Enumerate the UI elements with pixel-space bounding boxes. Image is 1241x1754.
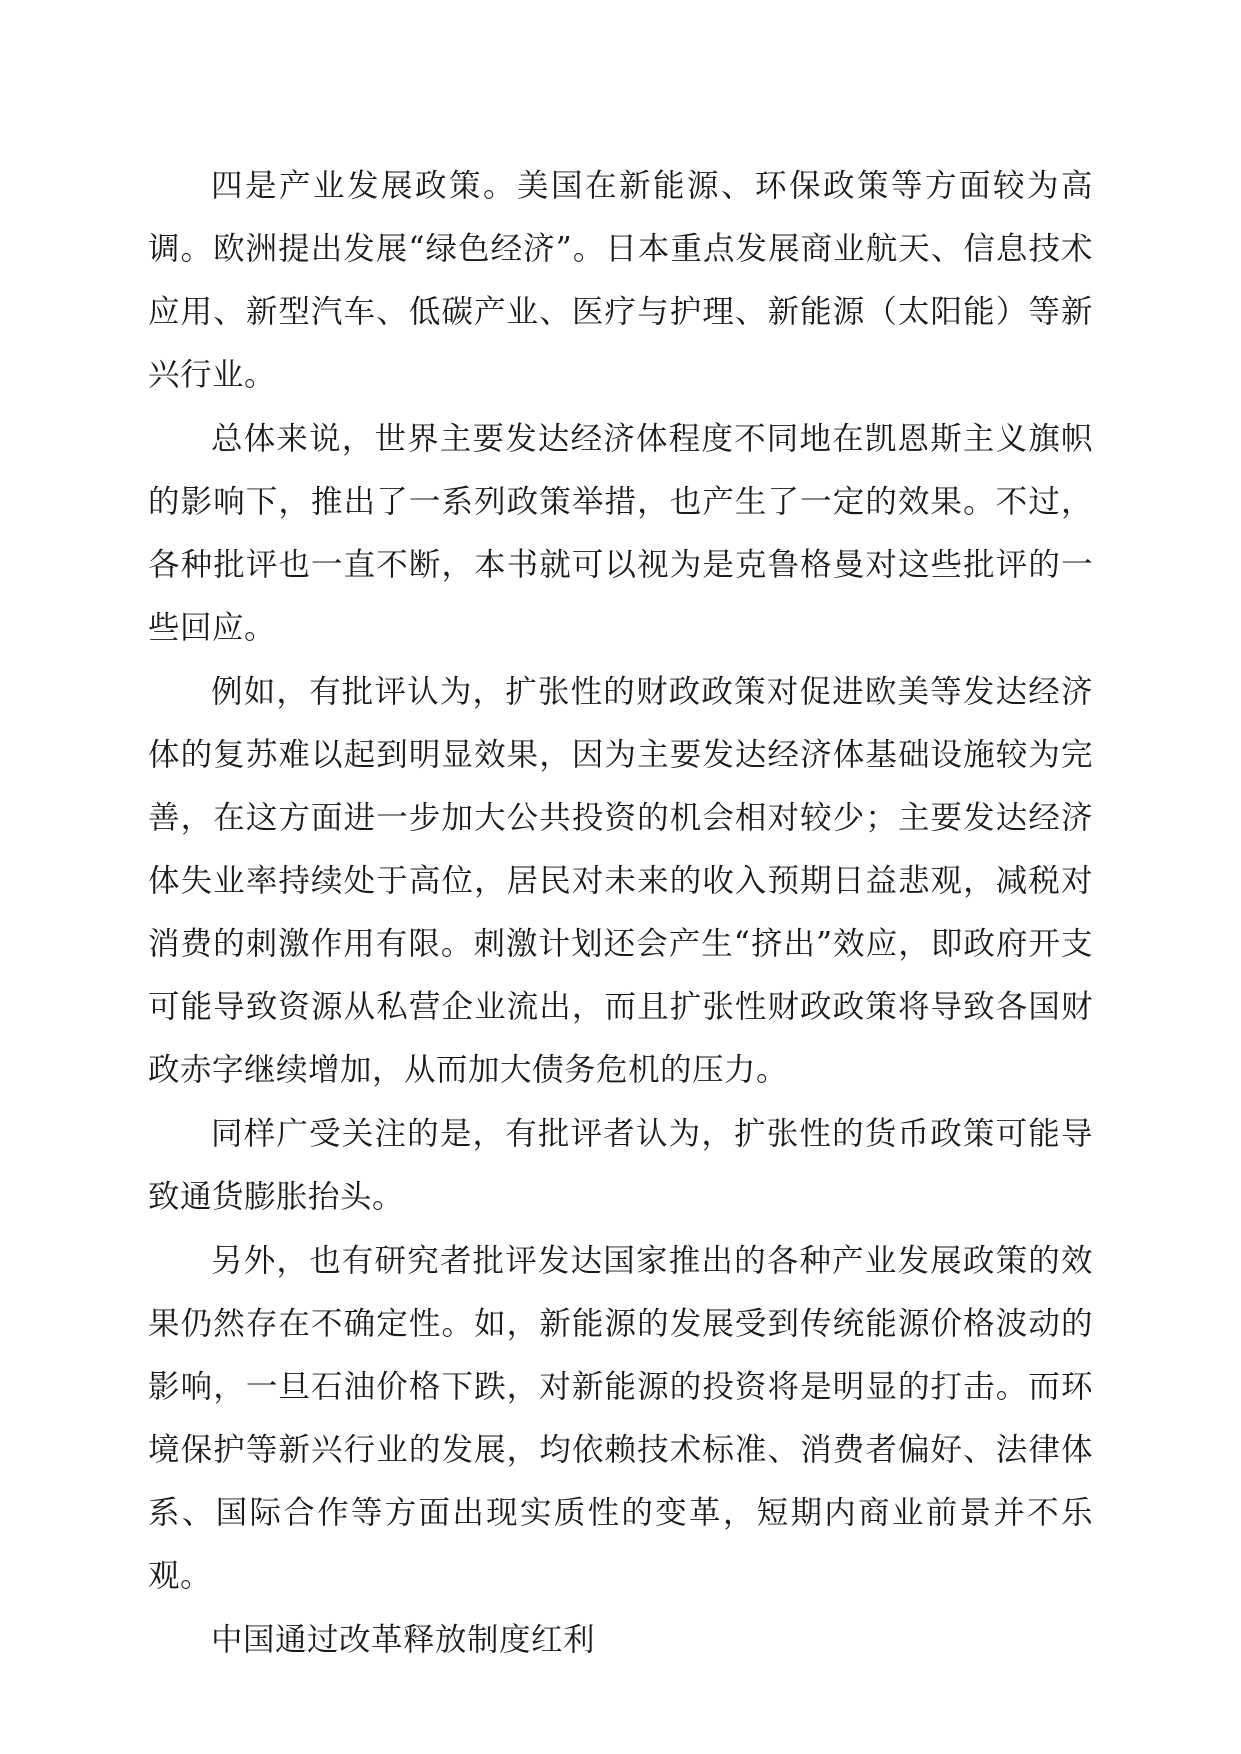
- paragraph-industrial-policy: 四是产业发展政策。美国在新能源、环保政策等方面较为高调。欧洲提出发展“绿色经济”。日本重点发展商业航天、信息技术应用、新型汽车、低碳产业、医疗与护理、新能源（太阳能）等新兴行业。: [148, 168, 1093, 393]
- paragraph-monetary-criticism: 同样广受关注的是，有批评者认为，扩张性的货币政策可能导致通货膨胀抬头。: [148, 1116, 1093, 1215]
- document-body: [148, 155, 1093, 1673]
- paragraph-fiscal-criticism: 例如，有批评认为，扩张性的财政政策对促进欧美等发达经济体的复苏难以起到明显效果，因为主要发达经济体基础设施较为完善，在这方面进一步加大公共投资的机会相对较少；主要发达经济体失业率持续处于高位，居民对未来的收入预期日益悲观，减税对消费的刺激作用有限。刺激计划还会产生“挤出”效应，即政府开支可能导致资源从私营企业流出，而且扩张性财政政策将导致各国财政赤字继续增加，从而加大债务危机的压力。: [148, 674, 1093, 1088]
- paragraph-overall-summary: 总体来说，世界主要发达经济体程度不同地在凯恩斯主义旗帜的影响下，推出了一系列政策举措，也产生了一定的效果。不过，各种批评也一直不断，本书就可以视为是克鲁格曼对这些批评的一些回应。: [148, 421, 1093, 646]
- paragraph-industry-uncertainty: 另外，也有研究者批评发达国家推出的各种产业发展政策的效果仍然存在不确定性。如，新能源的发展受到传统能源价格波动的影响，一旦石油价格下跌，对新能源的投资将是明显的打击。而环境保护等新兴行业的发展，均依赖技术标准、消费者偏好、法律体系、国际合作等方面出现实质性的变革，短期内商业前景并不乐观。: [148, 1243, 1093, 1594]
- section-heading: 中国通过改革释放制度红利: [211, 1622, 596, 1658]
